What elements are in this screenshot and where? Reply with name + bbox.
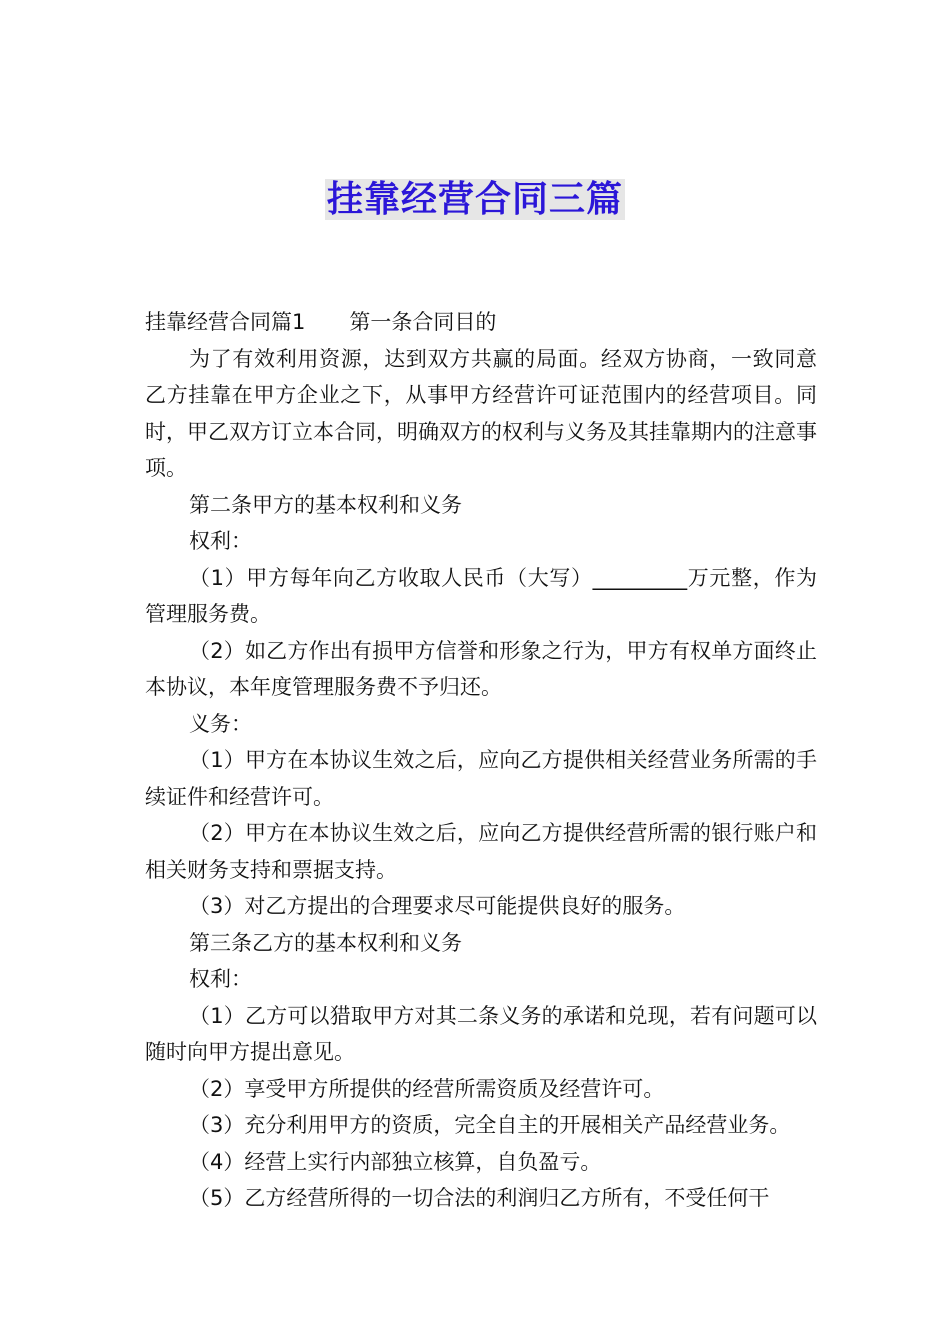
section-heading-line	[145, 304, 817, 341]
article-2-title: 第二条甲方的基本权利和义务	[189, 492, 462, 517]
clause-text: （2）甲方在本协议生效之后，应向乙方提供经营所需的银行账户和相关财务支持和票据支持。	[145, 821, 817, 882]
article-1-title: 第一条合同目的	[349, 310, 497, 334]
clause-text: （2）如乙方作出有损甲方信誉和形象之行为，甲方有权单方面终止本协议，本年度管理服务费不予归还。	[145, 638, 817, 699]
document-body	[145, 304, 817, 1217]
clause-text: （3）充分利用甲方的资质，完全自主的开展相关产品经营业务。	[189, 1113, 791, 1137]
clause-text: （5）乙方经营所得的一切合法的利润归乙方所有，不受任何干	[189, 1186, 770, 1210]
clause-text: （2）享受甲方所提供的经营所需资质及经营许可。	[189, 1076, 665, 1101]
document-title	[0, 178, 950, 222]
part-label: 挂靠经营合同篇1	[145, 310, 306, 334]
clause-text: （1）乙方可以猎取甲方对其二条义务的承诺和兑现，若有问题可以随时向甲方提出意见。	[145, 1003, 817, 1064]
paragraph-purpose: 为了有效利用资源，达到双方共赢的局面。经双方协商，一致同意乙方挂靠在甲方企业之下，从事甲方经营许可证范围内的经营项目。同时，甲乙双方订立本合同，明确双方的权利与义务及其挂靠期内的注意事项。	[145, 346, 817, 480]
document-title-text: 挂靠经营合同三篇	[326, 179, 623, 220]
clause-text: （1）甲方在本协议生效之后，应向乙方提供相关经营业务所需的手续证件和经营许可。	[145, 748, 817, 809]
rights-label: 权利：	[189, 529, 252, 553]
rights-label: 权利：	[189, 967, 252, 991]
clause-text: （4）经营上实行内部独立核算，自负盈亏。	[189, 1149, 602, 1174]
article-3-title: 第三条乙方的基本权利和义务	[189, 930, 462, 955]
obligations-label: 义务：	[189, 711, 252, 736]
clause-text: （3）对乙方提出的合理要求尽可能提供良好的服务。	[189, 894, 686, 918]
clause-text: （1）甲方每年向乙方收取人民币（大写）_________万元整，作为管理服务费。	[145, 565, 817, 626]
